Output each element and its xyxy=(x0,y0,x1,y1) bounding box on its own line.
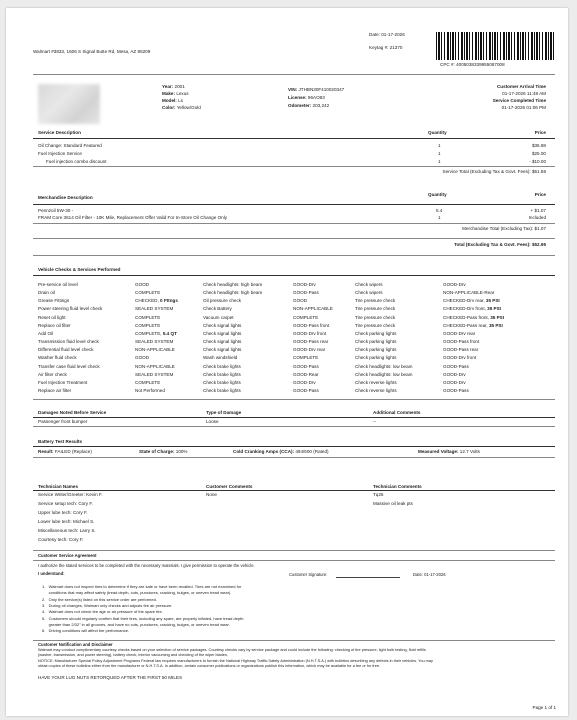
vehicle-model: Ls xyxy=(178,98,183,103)
check-label: Replace air filter xyxy=(38,387,72,393)
disclaimer-line: NOTICE: Manufacturer Special Policy Adjustment Programs Federal law requires manufacturers to furnish the National Highway Traffic Safety Administration (N.H.T.S.A.) with bulletins describing any defects in their vehicles. You may xyxy=(38,658,433,663)
merch-price-header: Price xyxy=(534,192,546,197)
damage-location: Passenger front bumper xyxy=(38,419,88,424)
check-value: COMPLETE xyxy=(135,290,161,296)
check-label: Oil pressure check xyxy=(203,298,242,304)
signature-label: Customer Signature: xyxy=(289,572,328,577)
check-value: SEALED SYSTEM xyxy=(135,306,174,312)
tech-comment: Massive oil leak pts xyxy=(373,501,413,506)
list-item: Service Writer/Greeter: Kevin F. xyxy=(38,492,103,497)
barcode xyxy=(436,32,554,60)
vehicle-make: Lexus xyxy=(176,91,189,96)
arrival-label: Customer Arrival Time xyxy=(496,84,546,89)
vehicle-license: 96AO83 xyxy=(307,95,325,100)
list-item: 1. Walmart does not inspect tires to determine if they are safe or have been recalled. Tires are not examined for xyxy=(42,584,242,589)
disclaimer-title: Customer Notification and Disclaimer xyxy=(38,642,113,647)
row-qty: 5.4 xyxy=(436,208,443,213)
agreement-text: I authorize the stated services to be completed with the necessary materials. I give permission to operate the vehicle. xyxy=(38,563,255,568)
check-value: NON-APPLICABLE xyxy=(135,363,175,369)
check-label: Check headlights: high beam xyxy=(203,282,263,287)
list-item: 4. Walmart does not check tire age or air pressure of the spare tire. xyxy=(42,609,163,615)
check-value: CHECKED-Pass rear, 35 PSI xyxy=(443,322,503,328)
list-item: greater than 2/32" in all grooves, and have no cuts, punctures, cracking, bulges, or uneven tread wear. xyxy=(42,621,230,627)
check-value: COMPLETE xyxy=(135,322,161,328)
check-value: CHECKED-Drv rear, 35 PSI xyxy=(443,298,500,304)
check-label: Replace oil filter xyxy=(38,322,71,328)
check-value: GOOD-Drv xyxy=(293,379,316,385)
list-item: Upper lube tech: Cory F. xyxy=(38,510,88,515)
row-qty: 1 xyxy=(438,143,441,148)
list-item: conditions that may affect safety (tread depth, cuts, punctures, cracking, bulges, or uneven tread wear). xyxy=(42,590,232,596)
check-label: Tire pressure check xyxy=(355,298,396,304)
check-value: CHECKED-Pass front, 35 PSI xyxy=(443,314,505,320)
check-label: Check signal lights xyxy=(203,339,242,345)
check-label: Tire pressure check xyxy=(355,314,396,320)
color-label: Color: xyxy=(162,105,176,110)
list-item: Lower lube tech: Michael S. xyxy=(38,519,95,524)
merch-qty-header: Quantity xyxy=(428,192,447,197)
check-label: Differential fluid level check xyxy=(38,347,94,353)
vin-label: VIN: xyxy=(288,87,298,92)
check-value: GOOD-Drv xyxy=(293,282,316,287)
checks-title: Vehicle Checks & Services Performed xyxy=(38,267,121,272)
keytag-number: Keytag #: 21370 xyxy=(369,45,403,50)
table-row: Fuel Injection Service xyxy=(38,151,82,156)
check-label: Tire pressure check xyxy=(355,306,396,312)
row-qty: 1 xyxy=(438,159,441,164)
table-row: FRAM Core 3614 Oil Filter - 10K Mile, Replacement Offer Valid For In-Store Oil Change Only xyxy=(38,215,228,220)
check-label: Check brake lights xyxy=(203,379,241,385)
check-label: Add Oil xyxy=(38,330,54,336)
battery-result: FAILED (Replace) xyxy=(54,449,92,454)
list-item: 3. During oil changes, Walmart only checks and adjusts tire air pressure. xyxy=(42,602,173,608)
check-value: GOOD-Pass xyxy=(443,387,469,393)
table-row: Fuel injection combo discount xyxy=(46,159,107,164)
soc-label: State of Charge: xyxy=(139,449,175,454)
check-label: Pre-service oil level xyxy=(38,282,78,287)
check-label: Check wipers xyxy=(355,290,383,296)
check-label: Check brake lights xyxy=(203,387,241,393)
check-value: CHECKED, 0 Fttngs xyxy=(135,298,178,304)
row-qty: 1 xyxy=(438,151,441,156)
service-qty-header: Quantity xyxy=(428,130,447,135)
damages-header: Damages Noted Before Service xyxy=(38,410,107,415)
vehicle-color: Yellow/Gold xyxy=(176,105,201,110)
check-label: Check signal lights xyxy=(203,347,242,353)
check-label: Check brake lights xyxy=(203,363,241,369)
list-item: Service setup tech: Cory F. xyxy=(38,501,93,506)
state-of-charge: 100% xyxy=(175,449,188,454)
result-label: Result: xyxy=(38,449,54,454)
check-value: GOOD-Drv front xyxy=(443,355,477,361)
check-label: Check headlights: high beam xyxy=(203,290,263,296)
check-label: Air filter check xyxy=(38,371,67,377)
disclaimer-line: obtain copies of these bulletins either from the manufacturer or N.H.T.S.A. In addition, certain consumer publications or organizations publish this information, which may be available for a fee or for free. xyxy=(38,663,381,668)
year-label: Year: xyxy=(162,84,174,89)
additional-comments-header: Additional Comments xyxy=(373,410,421,415)
check-label: Check signal lights xyxy=(203,330,242,336)
check-value: GOOD-Pass xyxy=(293,290,319,296)
tech-comments-header: Technician Comments xyxy=(373,484,422,489)
check-value: SEALED SYSTEM xyxy=(135,371,174,377)
row-price: + $1.07 xyxy=(530,208,546,213)
make-label: Make: xyxy=(162,91,176,96)
service-total: Service Total (Excluding Tax & Govt. Fees): $51.88 xyxy=(442,169,546,174)
check-value: Not Performed xyxy=(135,387,165,393)
check-value: GOOD-Pass front xyxy=(293,322,330,328)
battery-title: Battery Test Results xyxy=(38,439,83,444)
check-label: Power steering fluid level check xyxy=(38,306,103,312)
customer-comment: None xyxy=(206,492,217,497)
list-item: Courtesy tech: Cory F. xyxy=(38,537,84,542)
vehicle-odometer: 203,242 xyxy=(312,103,330,108)
check-value: GOOD xyxy=(135,355,150,361)
check-label: Check parking lights xyxy=(355,355,397,361)
check-value: GOOD xyxy=(135,282,150,287)
check-value: SEALED SYSTEM xyxy=(135,339,174,345)
check-value: CHECKED-Drv front, 35 PSI xyxy=(443,306,501,312)
check-value: GOOD-Pass xyxy=(293,363,319,369)
check-value: GOOD-Pass rear xyxy=(443,347,479,353)
lug-nut-notice: HAVE YOUR LUG NUTS RETORQUED AFTER THE FIRST 50 MILES xyxy=(38,675,183,680)
check-label: Check reverse lights xyxy=(355,379,397,385)
check-label: Grease Fittings xyxy=(38,298,70,304)
check-value: GOOD-Drv rear xyxy=(293,347,326,353)
damage-type: Loose xyxy=(206,419,219,424)
vehicle-year: 2001 xyxy=(174,84,185,89)
check-label: Check signal lights xyxy=(203,322,242,328)
check-value: GOOD-Drv rear xyxy=(443,330,476,336)
disclaimer-line: Walmart may conduct complimentary courtesy checks based on your selection of service packages. Courtesy checks vary by service package and could include the following: checking of tire pressure, light bulb testing, fluid refills xyxy=(38,648,426,652)
arrival-time: 01-17-2026 11:48 AM xyxy=(502,91,546,96)
tech-comment: Tq25 xyxy=(373,492,384,497)
service-price-header: Price xyxy=(534,130,546,135)
check-label: Wash windshield xyxy=(203,355,238,361)
check-value: NON-APPLICABLE xyxy=(135,347,175,353)
check-label: Tire pressure check xyxy=(355,322,396,328)
check-label: Vacuum carpet xyxy=(203,314,234,320)
list-item: 6. Driving conditions will affect tire performance. xyxy=(42,628,130,634)
check-label: Check parking lights xyxy=(355,330,397,336)
completed-time: 01-17-2026 01:06 PM xyxy=(501,105,546,110)
measured-voltage: 12.7 Volts xyxy=(459,449,480,454)
damage-type-header: Type of Damage xyxy=(206,410,242,415)
check-label: Check reverse lights xyxy=(355,387,397,393)
disclaimer-line: (washer, transmission, and power steering), battery check, interior vacuuming and checking of the wiper blades. xyxy=(38,653,228,658)
row-qty: 1 xyxy=(438,215,441,220)
row-price: $36.88 xyxy=(531,143,546,148)
check-value: GOOD xyxy=(293,298,308,304)
page-number: Page 1 of 1 xyxy=(532,705,556,710)
check-value: GOOD-Drv xyxy=(443,371,466,377)
check-value: GOOD-Drv front xyxy=(293,330,327,336)
receipt-page xyxy=(6,8,568,716)
check-value: COMPLETE xyxy=(293,314,319,320)
list-item: 2. Only the service(s) listed on this service order are performed. xyxy=(42,596,157,602)
vehicle-vin: JTHBN30F410020347 xyxy=(298,87,345,92)
check-value: NON-APPLICABLE-Rear xyxy=(443,290,495,296)
check-value: GOOD-Rear xyxy=(293,371,319,377)
check-value: GOOD-Pass xyxy=(293,387,319,393)
redacted-customer-info xyxy=(38,84,100,124)
license-label: License: xyxy=(288,95,307,100)
merch-desc-header: Merchandise Description xyxy=(38,195,93,200)
check-label: Check parking lights xyxy=(355,339,397,345)
cca-label: Cold Cranking Amps (CCA): xyxy=(233,449,295,454)
row-price: Included xyxy=(528,215,546,220)
damage-comment: -- xyxy=(373,419,377,424)
row-price: $25.00 xyxy=(531,151,546,156)
table-row: Pennzoil 5W-30 - xyxy=(38,208,74,213)
row-price: - $10.00 xyxy=(529,159,546,164)
service-desc-header: Service Description xyxy=(38,130,81,135)
agreement-title: Customer Service Agreement xyxy=(38,553,97,558)
check-label: Check headlights: low beam xyxy=(355,371,413,377)
check-value: GOOD-Pass front xyxy=(443,339,480,345)
table-row: Oil Change: Standard Featured xyxy=(38,143,102,148)
check-value: COMPLETE xyxy=(135,379,161,385)
list-item: Miscellaneous tech: Larry S. xyxy=(38,528,96,533)
model-label: Model: xyxy=(162,98,177,103)
check-value: COMPLETE xyxy=(293,355,319,361)
check-value: GOOD-Pass xyxy=(443,363,469,369)
grand-total: Total (Excluding Tax & Govt. Fees): $52.95 xyxy=(454,242,546,247)
customer-comments-header: Customer Comments xyxy=(206,484,253,489)
check-value: GOOD-Pass rear xyxy=(293,339,329,345)
check-label: Transfer case fluid level check xyxy=(38,363,100,369)
cca-value: 494/600 (Rated) xyxy=(295,449,329,454)
voltage-label: Measured Voltage: xyxy=(418,449,459,454)
check-label: Check parking lights xyxy=(355,347,397,353)
completed-label: Service Completed Time xyxy=(492,98,546,103)
store-address: Walmart #3833, 1606 S Signal Butte Rd, Mesa, AZ 85209 xyxy=(33,49,151,54)
check-value: GOOD-Drv xyxy=(443,282,466,287)
check-label: Drain oil xyxy=(38,290,55,296)
check-label: Check Battery xyxy=(203,306,232,312)
cpc-number: CPC #: 4005038339955087008 xyxy=(440,62,505,67)
odometer-label: Odometer: xyxy=(288,103,312,108)
agreement-date: Date: 01-17-2026 xyxy=(413,572,446,577)
check-value: COMPLETE xyxy=(135,314,161,320)
tech-names-header: Technician Names xyxy=(38,484,78,489)
check-value: COMPLETE, 5.4 QT xyxy=(135,330,177,336)
understand-label: I understand: xyxy=(38,571,65,576)
check-label: Check headlights: low beam xyxy=(355,363,413,369)
check-label: Fuel Injection Treatment xyxy=(38,379,88,385)
check-value: NON-APPLICABLE xyxy=(293,306,333,312)
receipt-date: Date: 01-17-2026 xyxy=(369,32,405,37)
check-label: Washer fluid check xyxy=(38,355,77,361)
check-label: Check brake lights xyxy=(203,371,241,377)
check-value: GOOD-Drv xyxy=(443,379,466,385)
check-label: Reset oil light xyxy=(38,314,66,320)
check-label: Check wipers xyxy=(355,282,383,287)
merch-total: Merchandise Total (Excluding Tax): $1.07 xyxy=(462,226,546,231)
list-item: 5. Customers should regularly confirm that their tires, including any spare, are properly inflated, have tread depth xyxy=(42,615,244,621)
check-label: Transmission fluid level check xyxy=(38,339,99,345)
